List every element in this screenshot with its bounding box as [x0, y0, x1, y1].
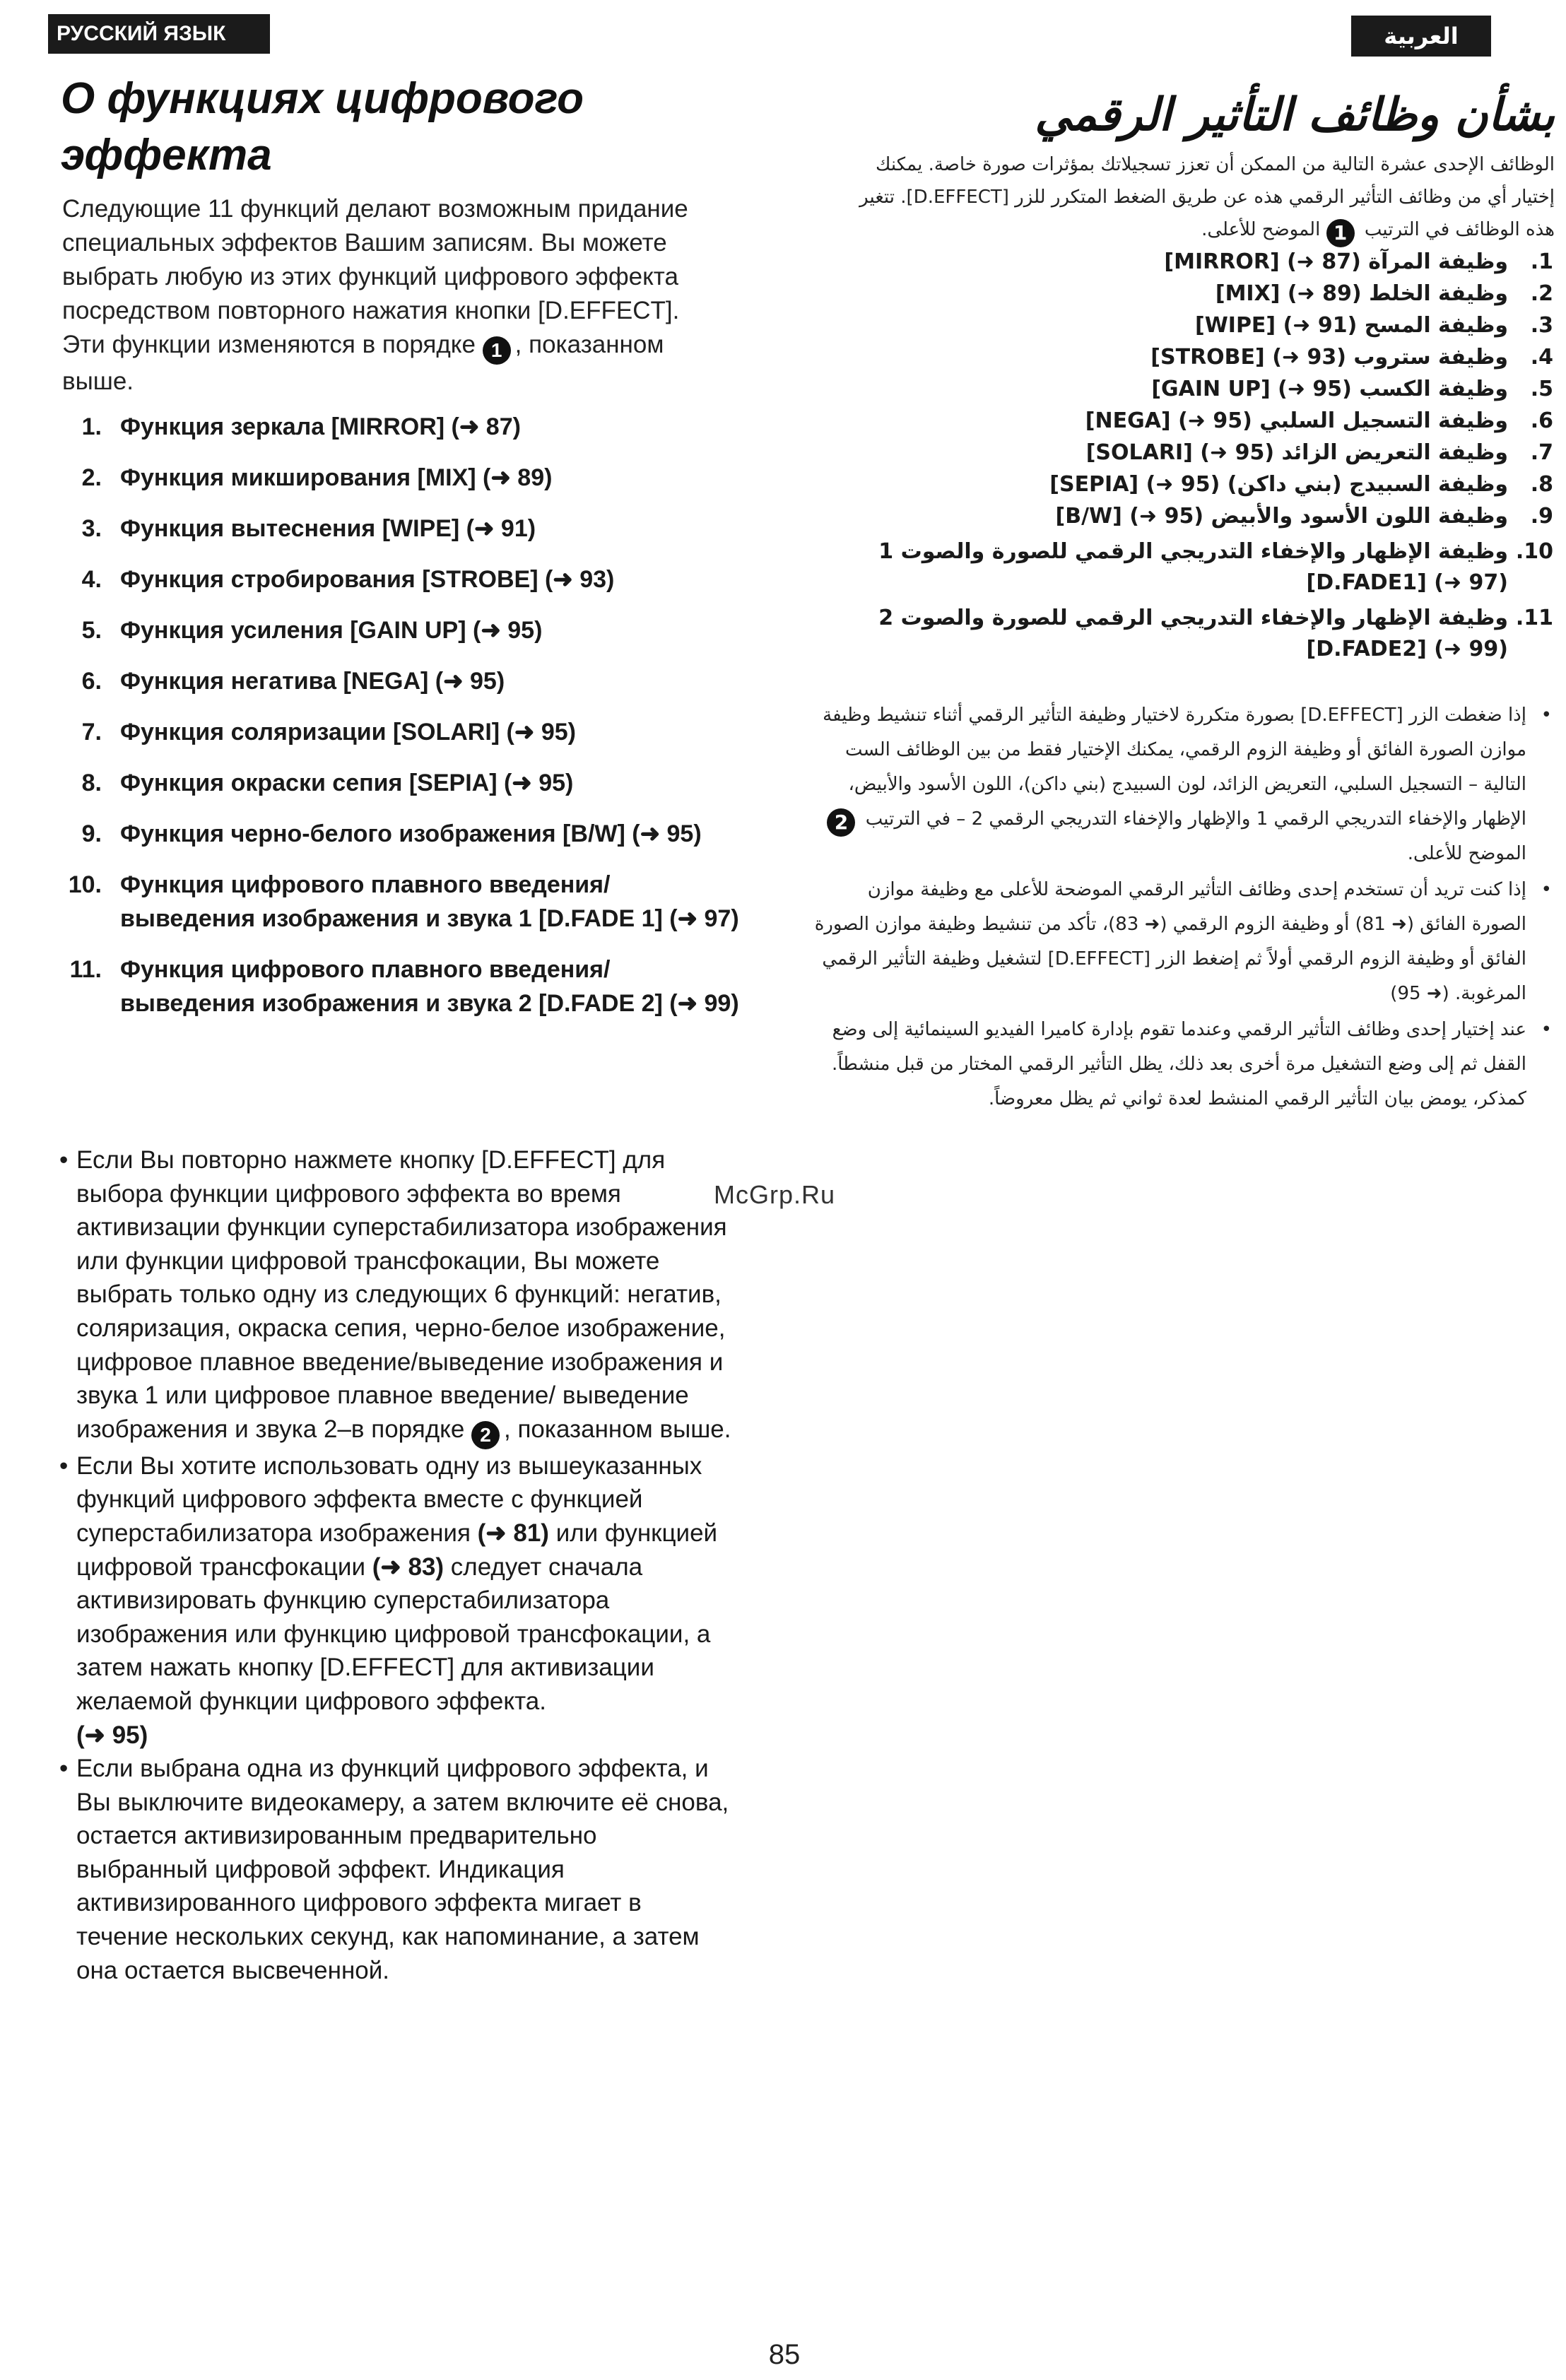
ru-function-list [49, 410, 749, 1037]
ar-intro-text: الوظائف الإحدى عشرة التالية من الممكن أن تعزز تسجيلاتك بمؤثرات صورة خاصة. يمكنك إختيار أي من وظائف التأثير الرقمي هذه عن طريق الضغط المتكرر للزر [D.EFFECT]. تتغير هذه الوظائف في الترتيب [859, 154, 1555, 240]
list-item-number: .3 [1530, 313, 1553, 338]
list-item-reference: [D.FADE2] (➜ 99) [1306, 637, 1508, 661]
note-text-end: , показанном выше. [504, 1415, 731, 1443]
list-item [49, 664, 749, 698]
list-item-number: 7. [81, 719, 102, 746]
list-item-label: وظيفة الإظهار والإخفاء التدريجي الرقمي للصورة والصوت 2 [878, 606, 1508, 630]
list-item-text: Функция усиления [GAIN UP] (➜ 95) [120, 617, 543, 644]
bullet-icon: • [59, 1451, 69, 1480]
note-item [813, 873, 1555, 1011]
list-item-text: Функция вытеснения [WIPE] (➜ 91) [120, 515, 536, 542]
list-item-text: Функция цифрового плавного введения/ выведения изображения и звука 1 [D.FADE 1] (➜ 97) [120, 871, 739, 932]
list-item-reference: [MIRROR] (➜ 87) [1164, 249, 1361, 274]
list-item [834, 341, 1553, 373]
note-text: إذا كنت تريد أن تستخدم إحدى وظائف التأثير الرقمي الموضحة للأعلى مع وظيفة موازن الصورة الفائق (➜ 81) أو وظيفة الزوم الرقمي (➜ 83)، تأكد من تنشيط وظيفة موازن الصورة الفائق أو وظيفة الزوم الرقمي أولاً ثم إضغط الزر [D.EFFECT] لتشغيل وظيفة التأثير الرقمي المرغوبة. (➜ 95) [814, 879, 1526, 1004]
ru-title-line1: О функциях цифрового [61, 74, 584, 123]
list-item [834, 469, 1553, 500]
list-item-number: 1. [81, 413, 102, 440]
list-item [49, 562, 749, 596]
list-item-number: .6 [1530, 408, 1553, 433]
list-item-number: 2. [81, 464, 102, 491]
list-item [834, 246, 1553, 278]
list-item-number: .9 [1530, 504, 1553, 529]
note-text: عند إختيار إحدى وظائف التأثير الرقمي وعندما تقوم بإدارة كاميرا الفيديو السينمائية إلى وضع القفل ثم إلى وضع التشغيل مرة أخرى بعد ذلك، يظل التأثير الرقمي المختار من قبل منشطاً. كمذكر، يومض بيان التأثير الرقمي المنشط لعدة ثواني ثم يظل معروضاً. [832, 1019, 1526, 1109]
list-item [49, 461, 749, 495]
list-item-reference: [GAIN UP] (➜ 95) [1151, 377, 1352, 401]
bullet-icon: • [59, 1755, 69, 1783]
list-item [834, 603, 1553, 665]
list-item-text: Функция соляризации [SOLARI] (➜ 95) [120, 719, 576, 746]
list-item-reference: [SOLARI] (➜ 95) [1085, 440, 1275, 465]
list-item-label: وظيفة التعريض الزائد [1281, 440, 1508, 465]
list-item-label: وظيفة المرآة [1368, 249, 1508, 274]
list-item [49, 613, 749, 647]
list-item-label: وظيفة المسح [1364, 313, 1508, 338]
page-reference: (➜ 95) [76, 1721, 148, 1749]
page-reference: (➜ 81) [477, 1519, 549, 1547]
list-item-number: 5. [81, 617, 102, 644]
order-marker-2-icon: 2 [471, 1421, 500, 1449]
list-item [49, 953, 749, 1020]
list-item [49, 868, 749, 936]
list-item-number: .4 [1530, 345, 1553, 370]
bullet-icon: • [1541, 879, 1552, 900]
ar-notes-list [813, 698, 1555, 1118]
list-item-number: .7 [1530, 440, 1553, 465]
note-text: Если выбрана одна из функций цифрового эффекта, и Вы выключите видеокамеру, а затем включите её снова, остается активизированным предварительно выбранный цифровой эффект. Индикация активизированного цифрового эффекта мигает в течение нескольких секунд, как напоминание, а затем она остается высвеченной. [76, 1755, 729, 1984]
list-item [49, 512, 749, 546]
list-item-text: Функция негатива [NEGA] (➜ 95) [120, 668, 505, 695]
ru-notes-list [61, 1143, 732, 1987]
list-item-label: وظيفة التسجيل السلبي [1259, 408, 1508, 433]
ru-page-title [61, 71, 697, 184]
list-item-number: .2 [1530, 281, 1553, 306]
list-item-number: .5 [1530, 377, 1553, 401]
list-item-number: 3. [81, 515, 102, 542]
note-text: Если Вы повторно нажмете кнопку [D.EFFECT] для выбора функции цифрового эффекта во время активизации функции суперстабилизатора изображения или функции цифровой трансфокации, Вы можете выбрать только одну из следующих 6 функций: негатив, соляризация, окраска сепия, черно-белое изображение, цифровое плавное введение/выведение изображения и звука 1 или цифровое плавное введение/ выведение изображения и звука 2–в порядке [76, 1146, 727, 1443]
note-item [61, 1143, 732, 1449]
list-item [834, 373, 1553, 405]
list-item-number: .11 [1515, 606, 1553, 630]
list-item-text: Функция черно-белого изображения [B/W] (➜ 95) [120, 820, 702, 847]
list-item [834, 437, 1553, 469]
list-item [49, 410, 749, 444]
list-item-text: Функция стробирования [STROBE] (➜ 93) [120, 566, 615, 593]
list-item [49, 817, 749, 851]
bullet-icon: • [1541, 1019, 1552, 1040]
watermark-text: McGrp.Ru [714, 1180, 836, 1209]
ru-intro-text: Следующие 11 функций делают возможным придание специальных эффектов Вашим записям. Вы можете выбрать любую из этих функций цифрового эффекта посредством повторного нажатия кнопки [D.EFFECT]. Эти функции изменяются в порядке [62, 195, 688, 358]
note-item [813, 1013, 1555, 1117]
ar-function-list [834, 246, 1553, 665]
note-item [813, 698, 1555, 871]
note-item [61, 1752, 732, 1987]
list-item-text: Функция цифрового плавного введения/ выведения изображения и звука 2 [D.FADE 2] (➜ 99) [120, 956, 739, 1017]
list-item-number: 11. [69, 956, 102, 983]
list-item-number: .10 [1515, 539, 1553, 564]
language-tab-arabic: العربية [1351, 16, 1491, 57]
list-item-label: وظيفة السبيدج (بني داكن) [1227, 472, 1508, 497]
order-marker-1-icon: 1 [483, 336, 511, 365]
list-item-reference: [B/W] (➜ 95) [1055, 504, 1204, 529]
note-text: Если Вы хотите использовать одну из вышеуказанных функций цифрового эффекта вместе с функцией суперстабилизатора изображения [76, 1451, 702, 1547]
list-item-reference: [WIPE] (➜ 91) [1194, 313, 1358, 338]
list-item-label: وظيفة ستروب [1353, 345, 1508, 370]
note-text: إذا ضغطت الزر [D.EFFECT] بصورة متكررة لاختيار وظيفة التأثير الرقمي أثناء تنشيط وظيفة موازن الصورة الفائق أو وظيفة الزوم الرقمي، يمكنك الإختيار فقط من بين الوظائف الست التالية – التسجيل السلبي، التعريض الزائد، لون السبيدج (بني داكن)، اللون الأسود والأبيض، الإظهار والإخفاء التدريجي الرقمي 1 والإظهار والإخفاء التدريجي الرقمي 2 – في الترتيب [823, 705, 1526, 830]
list-item-number: 9. [81, 820, 102, 847]
list-item-reference: [NEGA] (➜ 95) [1085, 408, 1252, 433]
list-item-reference: [SEPIA] (➜ 95) [1049, 472, 1220, 497]
ru-intro-paragraph [62, 192, 726, 399]
list-item [49, 766, 749, 800]
list-item-number: 10. [68, 871, 102, 898]
list-item-text: Функция микширования [MIX] (➜ 89) [120, 464, 553, 491]
ru-title-line2: эффекта [61, 131, 272, 179]
ar-intro-paragraph [841, 148, 1555, 247]
page-number: 85 [768, 2339, 801, 2370]
list-item [834, 310, 1553, 341]
page-reference: (➜ 83) [372, 1553, 445, 1581]
list-item-label: وظيفة اللون الأسود والأبيض [1211, 504, 1508, 529]
list-item-reference: [D.FADE1] (➜ 97) [1306, 570, 1508, 595]
language-tab-russian: РУССКИЙ ЯЗЫК [48, 14, 270, 54]
ru-intro-end: , показанном выше. [62, 331, 664, 395]
list-item [834, 500, 1553, 532]
list-item-label: وظيفة الكسب [1359, 377, 1508, 401]
order-marker-1-icon: 1 [1326, 219, 1355, 247]
list-item [834, 405, 1553, 437]
ar-page-title: بشأن وظائف التأثير الرقمي [1035, 89, 1555, 141]
list-item [49, 715, 749, 749]
note-text-end: الموضح للأعلى. [1407, 843, 1526, 864]
list-item-label: وظيفة الخلط [1369, 281, 1508, 306]
note-text: или функцией цифровой трансфокации [76, 1519, 718, 1581]
note-text: следует сначала активизировать функцию суперстабилизатора изображения или функцию цифровой трансфокации, а затем нажать кнопку [D.EFFECT] для активизации желаемой функции цифрового эффекта. [76, 1553, 711, 1715]
list-item [834, 536, 1553, 599]
list-item-text: Функция зеркала [MIRROR] (➜ 87) [120, 413, 521, 440]
note-item [61, 1449, 732, 1752]
list-item-reference: [MIX] (➜ 89) [1215, 281, 1362, 306]
order-marker-2-icon: 2 [827, 808, 855, 837]
list-item [834, 278, 1553, 310]
bullet-icon: • [1541, 705, 1552, 726]
bullet-icon: • [59, 1146, 69, 1174]
list-item-number: 6. [81, 668, 102, 695]
list-item-number: 8. [81, 770, 102, 796]
list-item-number: .8 [1530, 472, 1553, 497]
list-item-number: 4. [81, 566, 102, 593]
list-item-label: وظيفة الإظهار والإخفاء التدريجي الرقمي للصورة والصوت 1 [878, 539, 1508, 564]
list-item-text: Функция окраски сепия [SEPIA] (➜ 95) [120, 770, 574, 796]
list-item-number: .1 [1530, 249, 1553, 274]
ar-intro-end: الموضح للأعلى. [1201, 219, 1321, 240]
list-item-reference: [STROBE] (➜ 93) [1150, 345, 1346, 370]
